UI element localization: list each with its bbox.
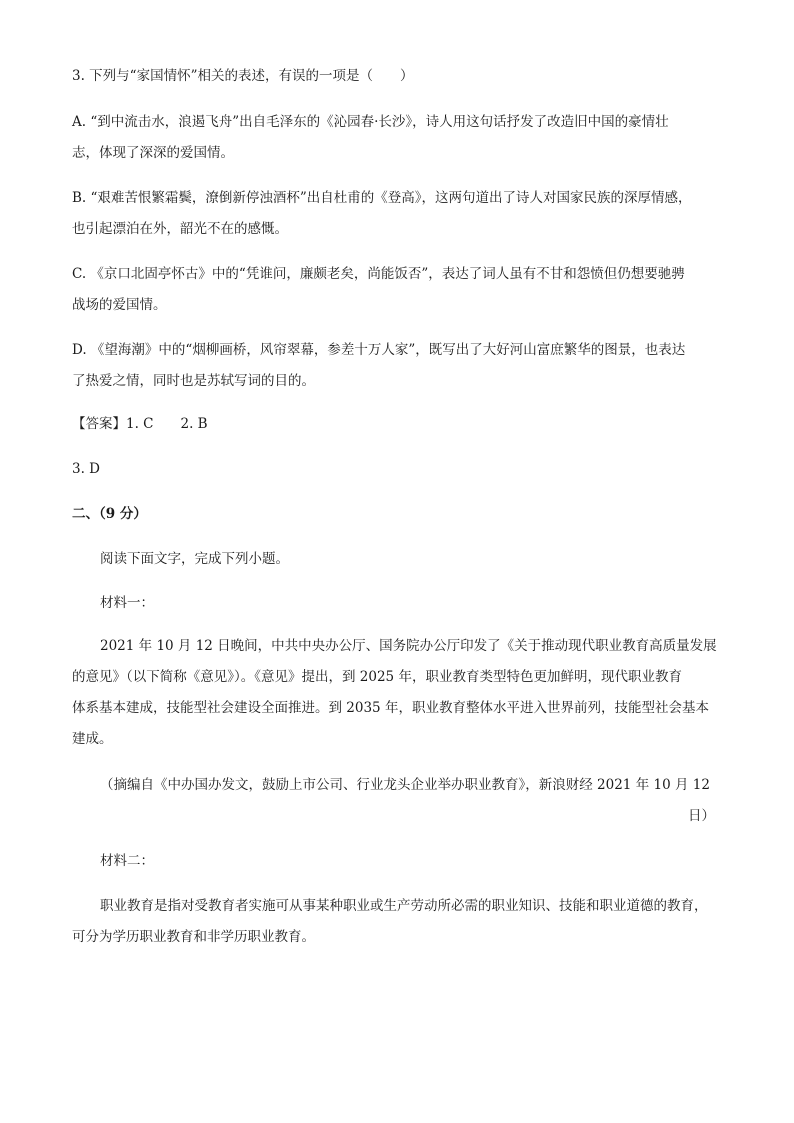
material-1-line-2: 的意见》（以下简称《意见》）。《意见》提出，到 2025 年，职业教育类型特色更加鲜明，现代职业教育 bbox=[72, 669, 682, 685]
option-b-line-1: B. “艰难苦恨繁霜鬓，潦倒新停浊酒杯”出自杜甫的《登高》，这两句道出了诗人对国家民族的深厚情感， bbox=[72, 190, 692, 206]
option-d-line-2: 了热爱之情，同时也是苏轼写词的目的。 bbox=[72, 373, 315, 389]
option-a-line-2: 志，体现了深深的爱国情。 bbox=[72, 145, 234, 161]
material-2-line-1: 职业教育是指对受教育者实施可从事某种职业或生产劳动所必需的职业知识、技能和职业道德的教育， bbox=[100, 898, 708, 914]
material-1-line-3: 体系基本建成，技能型社会建设全面推进。到 2035 年，职业教育整体水平进入世界前列，技能型社会基本 bbox=[72, 700, 709, 716]
option-b-line-2: 也引起漂泊在外，韶光不在的感慨。 bbox=[72, 221, 288, 237]
option-c-line-2: 战场的爱国情。 bbox=[72, 297, 167, 313]
material-2-label: 材料二： bbox=[100, 853, 154, 869]
answer-line-1 bbox=[72, 414, 722, 434]
material-1-source-line-1: （摘编自《中办国办发文，鼓励上市公司、行业龙头企业举办职业教育》，新浪财经 2021 年 10 月 12 bbox=[100, 777, 710, 793]
option-c-line-1: C. 《京口北固亭怀古》中的“凭谁问，廉颇老矣，尚能饭否”，表达了词人虽有不甘和怨愤但仍想要驰骋 bbox=[72, 266, 685, 282]
material-1-line-1: 2021 年 10 月 12 日晚间，中共中央办公厅、国务院办公厅印发了《关于推动现代职业教育高质量发展 bbox=[100, 638, 717, 654]
material-1-line-4: 建成。 bbox=[72, 731, 113, 747]
option-a-line-1: A. “到中流击水，浪遏飞舟”出自毛泽东的《沁园春·长沙》，诗人用这句话抒发了改造旧中国的豪情壮 bbox=[72, 114, 669, 130]
question-3-stem: 3. 下列与“家国情怀”相关的表述，有误的一项是（ ） bbox=[72, 68, 414, 84]
material-2-line-2: 可分为学历职业教育和非学历职业教育。 bbox=[72, 929, 315, 945]
material-1-label: 材料一： bbox=[100, 595, 154, 611]
option-d-line-1: D. 《望海潮》中的“烟柳画桥，风帘翠幕，参差十万人家”，既写出了大好河山富庶繁华的图景，也表达 bbox=[72, 342, 686, 358]
section-2-instruction: 阅读下面文字，完成下列小题。 bbox=[100, 551, 289, 567]
section-2-heading: 二、（9 分） bbox=[72, 506, 147, 522]
answer-line-2: 3. D bbox=[72, 461, 100, 477]
material-1-source-line-2: 日） bbox=[688, 808, 715, 824]
answer-values: 1. C 2. B bbox=[126, 416, 208, 432]
answer-tag: 【答案】 bbox=[72, 416, 126, 432]
